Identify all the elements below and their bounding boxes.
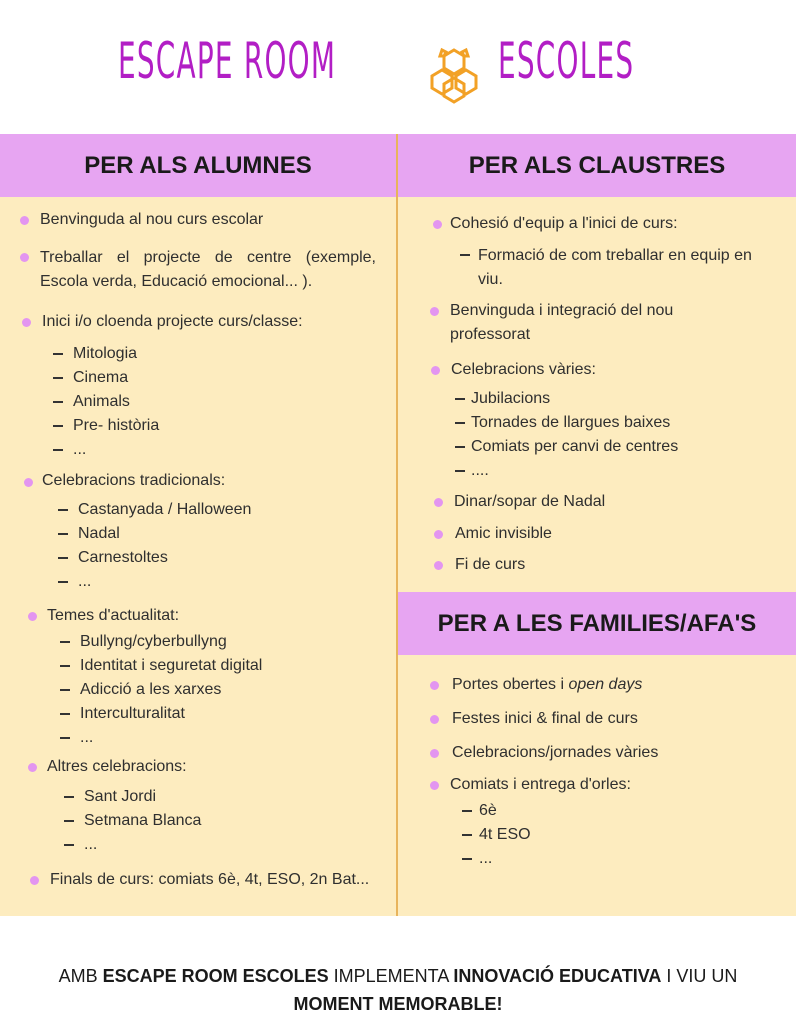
- dash-icon: [462, 834, 472, 836]
- sub-item: ....: [471, 462, 489, 479]
- dash-icon: [60, 665, 70, 667]
- dash-icon: [64, 820, 74, 822]
- sub-item: Interculturalitat: [80, 705, 185, 722]
- item-text: Celebracions tradicionals:: [42, 472, 226, 489]
- bullet-icon: [434, 561, 443, 570]
- bullet-icon: [434, 530, 443, 539]
- bullet-icon: [430, 681, 439, 690]
- sub-item: ...: [78, 573, 92, 590]
- heading-families: PER A LES FAMILIES/AFA'S: [398, 592, 796, 655]
- sub-item: Carnestoltes: [78, 549, 168, 566]
- dash-icon: [64, 844, 74, 846]
- dash-icon: [462, 810, 472, 812]
- item-text: Dinar/sopar de Nadal: [454, 493, 606, 510]
- item-text: Fi de curs: [455, 556, 526, 573]
- sub-item: ...: [73, 441, 87, 458]
- footer-line-1: AMB ESCAPE ROOM ESCOLES IMPLEMENTA INNOVACIÓ EDUCATIVA I VIU UN: [58, 966, 738, 986]
- dash-icon: [58, 533, 68, 535]
- dash-icon: [455, 470, 465, 472]
- dash-icon: [58, 557, 68, 559]
- page-title: [0, 22, 796, 102]
- item-text: Celebracions vàries:: [451, 361, 596, 378]
- bullet-icon: [430, 715, 439, 724]
- sub-item: ...: [479, 850, 493, 867]
- sub-item: Sant Jordi: [84, 788, 157, 805]
- dash-icon: [60, 713, 70, 715]
- bullet-icon: [20, 253, 29, 262]
- item-text: Altres celebracions:: [47, 758, 187, 775]
- item-text: Benvinguda al nou curs escolar: [40, 211, 264, 228]
- heading-claustres: PER ALS CLAUSTRES: [398, 134, 796, 197]
- sub-item: Nadal: [78, 525, 120, 542]
- dash-icon: [53, 425, 63, 427]
- footer-tagline: [0, 962, 796, 1018]
- column-divider: [396, 134, 398, 916]
- dash-icon: [53, 377, 63, 379]
- dash-icon: [60, 641, 70, 643]
- bullet-icon: [28, 763, 37, 772]
- item-text: Celebracions/jornades vàries: [452, 744, 659, 761]
- dash-icon: [53, 401, 63, 403]
- dash-icon: [455, 422, 465, 424]
- sub-item: 4t ESO: [479, 826, 531, 843]
- item-text: Temes d'actualitat:: [47, 607, 180, 624]
- bullet-icon: [20, 216, 29, 225]
- dash-icon: [64, 796, 74, 798]
- title-left: ESCAPE ROOM: [118, 32, 337, 90]
- bullet-icon: [28, 612, 37, 621]
- sub-item: Comiats per canvi de centres: [471, 438, 679, 455]
- dash-icon: [462, 858, 472, 860]
- bullet-icon: [430, 781, 439, 790]
- sub-item: ...: [80, 729, 94, 746]
- title-right: ESCOLES: [498, 32, 635, 90]
- bullet-icon: [430, 307, 439, 316]
- dash-icon: [460, 254, 470, 256]
- sub-item: Cinema: [73, 369, 129, 386]
- dash-icon: [53, 449, 63, 451]
- dash-icon: [58, 581, 68, 583]
- dash-icon: [60, 689, 70, 691]
- sub-item: Pre- història: [73, 417, 160, 434]
- bullet-icon: [430, 749, 439, 758]
- item-text: Amic invisible: [455, 525, 552, 542]
- item-text-cont: Escola verda, Educació emocional... ).: [40, 273, 313, 290]
- heading-alumnes: PER ALS ALUMNES: [0, 134, 396, 197]
- sub-item: 6è: [479, 802, 497, 819]
- dash-icon: [53, 353, 63, 355]
- sub-item: Setmana Blanca: [84, 812, 202, 829]
- sub-item: Jubilacions: [471, 390, 551, 407]
- bullet-icon: [431, 366, 440, 375]
- dash-icon: [455, 446, 465, 448]
- item-text: Portes obertes i open days: [452, 676, 643, 693]
- dash-icon: [455, 398, 465, 400]
- bullet-icon: [22, 318, 31, 327]
- item-text: Cohesió d'equip a l'inici de curs:: [450, 215, 678, 232]
- sub-item: Castanyada / Halloween: [78, 501, 252, 518]
- dash-icon: [60, 737, 70, 739]
- bullet-icon: [24, 478, 33, 487]
- bullet-icon: [30, 876, 39, 885]
- item-text: Festes inici & final de curs: [452, 710, 638, 727]
- sub-item: Mitologia: [73, 345, 138, 362]
- sub-item: viu.: [478, 271, 503, 288]
- footer-line-2: MOMENT MEMORABLE!: [293, 994, 503, 1014]
- item-text: Benvinguda i integració del nou: [450, 302, 674, 319]
- bullet-icon: [433, 220, 442, 229]
- item-text: Comiats i entrega d'orles:: [450, 776, 631, 793]
- item-text: Treballar el projecte de centre (exemple,: [40, 249, 376, 266]
- item-text-cont: professorat: [450, 326, 531, 343]
- item-text: Finals de curs: comiats 6è, 4t, ESO, 2n Bat...: [50, 871, 370, 888]
- sub-item: Tornades de llargues baixes: [471, 414, 671, 431]
- sub-item: Animals: [73, 393, 130, 410]
- sub-item: Bullyng/cyberbullyng: [80, 633, 227, 650]
- sub-item: ...: [84, 836, 98, 853]
- bullet-icon: [434, 498, 443, 507]
- honeycomb-logo-icon: [424, 46, 484, 106]
- sub-item: Formació de com treballar en equip en: [478, 247, 752, 264]
- dash-icon: [58, 509, 68, 511]
- item-text: Inici i/o cloenda projecte curs/classe:: [42, 313, 303, 330]
- sub-item: Identitat i seguretat digital: [80, 657, 263, 674]
- sub-item: Adicció a les xarxes: [80, 681, 222, 698]
